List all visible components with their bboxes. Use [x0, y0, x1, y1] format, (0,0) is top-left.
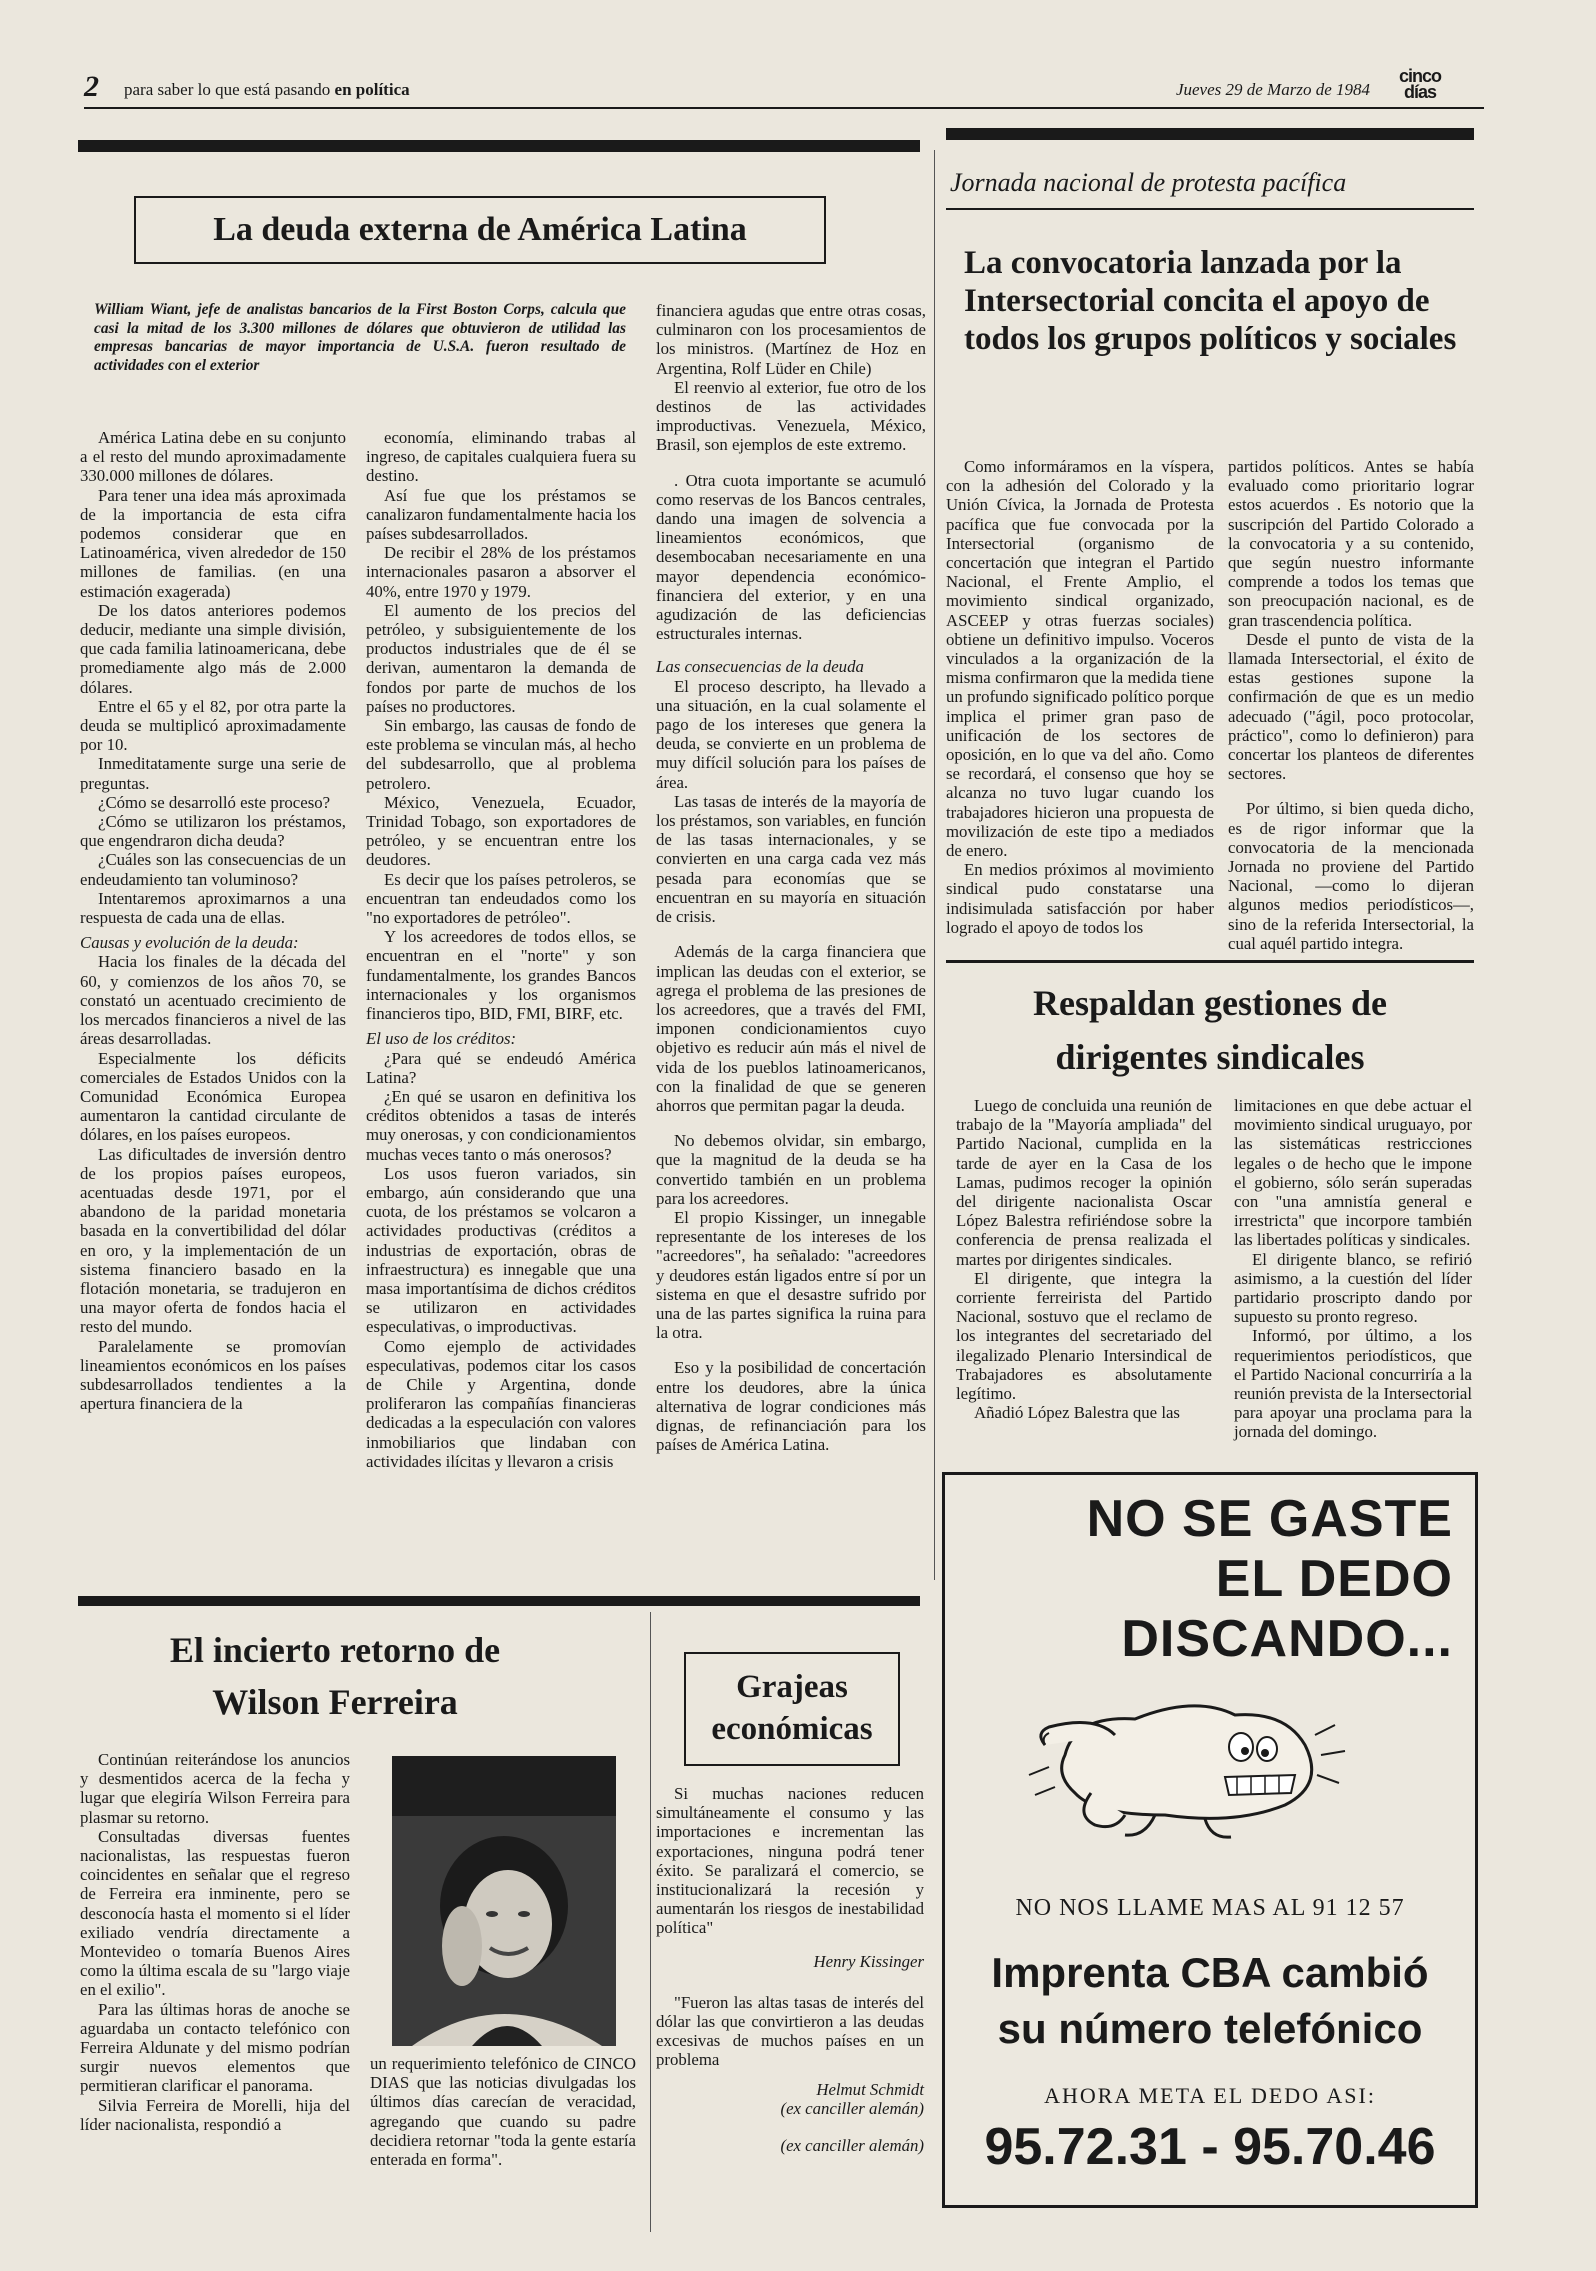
paragraph: Además de la carga financiera que implican las deudas con el exterior, se agrega el problema de las presiones de los acreedores, que a través del FMI, imponen condicionamientos cuyo objetivo es reducir aún más el nivel de vida de los pueblos latinoamericanos, con la finalidad de que se generen ahorros que permitan pagar la deuda. — [656, 942, 926, 1115]
finger-cartoon-illustration — [1005, 1675, 1405, 1845]
grajeas-title-line2: económicas — [711, 1711, 873, 1747]
grajeas-title — [686, 1654, 898, 1750]
grajeas-title-box — [684, 1652, 900, 1766]
grajeas-divider — [650, 1612, 651, 2232]
ad-phone-numbers: 95.72.31 - 95.70.46 — [984, 2118, 1436, 2176]
kissinger-author: Henry Kissinger — [813, 1951, 924, 1971]
paragraph: De los datos anteriores podemos deducir, mediante una simple división, que cada familia latinoamericana, debe promediamente algo más de 2.000 dólares. — [80, 600, 346, 697]
paragraph: Sin embargo, las causas de fondo de este problema se vinculan más, al hecho del subdesarrollo, que al problema petrolero. — [366, 716, 636, 793]
ad-notice: NO NOS LLAME MAS AL 91 12 57 — [1015, 1895, 1405, 1921]
column-divider — [934, 150, 935, 1580]
jornada-title: La convocatoria lanzada por la Intersectorial concita el apoyo de todos los grupos políticos y sociales — [964, 245, 1457, 357]
schmidt-role-repeat: (ex canciller alemán) — [780, 2136, 924, 2156]
paragraph: Es decir que los países petroleros, se encuentran tan endeudados como los "no exportadores de petróleo". — [366, 869, 636, 928]
wilson-col2 — [370, 2054, 636, 2169]
paragraph: financiera agudas que entre otras cosas, culminaron con los procesamientos de los ministros. (Martínez de Hoz en Argentina, Rolf Lüder en Chile) — [656, 301, 926, 378]
paragraph: Desde el punto de vista de la llamada Intersectorial, el éxito de estas gestiones supone la confirmación de que es un medio adecuado ("ágil, poco protocolar, práctico", como lo definieron) para concertar los planteos de diferentes sectores. — [1228, 629, 1474, 784]
paragraph: Los usos fueron variados, sin embargo, aún considerando que una cuota, de los préstamos se volcaron a actividades productivas (créditos a industrias de exportación, obras de infraestructura) es innegable que una masa importantísima de dichos créditos se utilizaron en actividades especulativas, o improductivas. — [366, 1163, 636, 1337]
paragraph: El propio Kissinger, un innegable representante de los intereses de los "acreedores", ha señalado: "acreedores y deudores están ligados entre sí por un sistema en que el desastre sufrido por una de las partes significa la ruina para la otra. — [656, 1207, 926, 1343]
paragraph: No debemos olvidar, sin embargo, que la magnitud de la deuda se ha convertido también en un problema para los acreedores. — [656, 1131, 926, 1208]
wilson-title — [120, 1630, 550, 1722]
paragraph: Hacia los finales de la década del 60, y comienzos de los años 70, se constató un acentuado crecimiento de los mercados financieros a nivel de las áreas desarrolladas. — [80, 952, 346, 1049]
paragraph: Consultadas diversas fuentes nacionalistas, las respuestas fueron coincidentes en señalar que el regreso de Ferreira era inminente, pero se desconocía hasta el momento si el líder exiliado vendría directamente a Montevideo o tomaría Buenos Aires como la última escala de su "largo viaje en el exilio". — [80, 1826, 350, 2000]
subheading: El uso de los créditos: — [366, 1029, 517, 1049]
paragraph: Así fue que los préstamos se canalizaron fundamentalmente hacia los países subdesarrollados. — [366, 485, 636, 544]
ad-headline-line1: Imprenta CBA cambió — [991, 1949, 1429, 1996]
logo-top: cinco — [1398, 66, 1441, 86]
ferreira-photo — [392, 1756, 616, 2046]
paragraph: ¿En qué se usaron en definitiva los créditos obtenidos a tasas de interés muy onerosas, y con condicionamientos muchas veces tanto o más onerosos? — [366, 1086, 636, 1164]
paragraph: Luego de concluida una reunión de trabajo de la "Mayoría ampliada" del Partido Nacional, cumplida en la tarde de ayer en la Casa de los Lamas, pudimos recoger la opinión del dirigente nacionalista Oscar López Balestra refiriéndose sobre la conferencia de prensa realizada el martes por dirigentes sindicales. — [956, 1096, 1212, 1269]
paragraph: Eso y la posibilidad de concertación entre los deudores, abre la única alternativa de lograr condiciones más dignas, de refinanciación para los países de América Latina. — [656, 1358, 926, 1455]
schmidt-role: (ex canciller alemán) — [780, 2098, 924, 2118]
ad-slogan-line1: NO SE GASTE — [1086, 1490, 1453, 1548]
wilson-title-line2: Wilson Ferreira — [212, 1682, 458, 1722]
paragraph: . Otra cuota importante se acumuló como reservas de los Bancos centrales, dando una imagen de solvencia a lineamientos económicos, que desembocaban necesariamente en una mayor dependencia económico-financiera del exterior, y en una agudización de las deficiencias estructurales internas. — [656, 470, 926, 644]
paragraph: Y los acreedores de todos ellos, se encuentran en el "norte" y son fundamentalmente, los grandes Bancos internacionales y los organismos financieros tipo, BID, FMI, BIRF, etc. — [366, 927, 636, 1024]
portrait-image — [392, 1756, 616, 2046]
paragraph: ¿Para qué se endeudó América Latina? — [366, 1048, 636, 1087]
paragraph: El dirigente blanco, se refirió asimismo, a la cuestión del líder partidario proscripto dando por supuesto su pronto regreso. — [1234, 1249, 1472, 1327]
subheading: Causas y evolución de la deuda: — [80, 933, 299, 953]
ad-headline-line2: su número telefónico — [997, 2005, 1423, 2052]
paragraph: Inmeditatamente surge una serie de preguntas. — [80, 754, 346, 793]
paragraph: De recibir el 28% de los préstamos internacionales pasaron a absorver el 40%, entre 1970 y 1979. — [366, 543, 636, 601]
schmidt-author: Helmut Schmidt — [816, 2079, 924, 2099]
wilson-title-line1: El incierto retorno de — [169, 1630, 501, 1670]
respaldan-col2 — [1234, 1096, 1472, 1442]
paragraph: ¿Cómo se desarrolló este proceso? — [98, 792, 331, 812]
paragraph: Entre el 65 y el 82, por otra parte la deuda se multiplicó aproximadamente por 10. — [80, 696, 346, 755]
paragraph: Las tasas de interés de la mayoría de los préstamos, son variables, en función de las tasas internacionales, y se convierten en una carga cada vez más pesada para economías que se encuentran en su mayoría en situación de crisis. — [656, 791, 926, 927]
jornada-col2 — [1228, 457, 1474, 953]
paragraph: economía, eliminando trabas al ingreso, de capitales cualquiera fuera su destino. — [366, 428, 636, 486]
jornada-top-bar — [946, 128, 1474, 140]
page-number: 2 — [84, 70, 99, 103]
advertisement-box — [942, 1472, 1478, 2208]
jornada-col1 — [946, 457, 1214, 937]
jornada-kicker: Jornada nacional de protesta pacífica — [950, 168, 1347, 197]
header-rule — [84, 107, 1484, 109]
ad-slogan — [1087, 1489, 1453, 1669]
paragraph: En medios próximos al movimiento sindical pudo constatarse una indisimulada satisfacción por haber logrado el apoyo de todos los — [946, 860, 1214, 937]
paragraph: El aumento de los precios del petróleo, y subsiguientemente de los productos industriales que de él se derivan, aumentaron la demanda de fondos por parte de muchos de los países no productores. — [366, 600, 636, 716]
deuda-title: La deuda externa de América Latina — [213, 211, 747, 248]
deuda-lede: William Wiant, jefe de analistas bancarios de la First Boston Corps, calcula que casi la mitad de los 3.300 millones de dólares que obtuvieron de utilidad las empresas bancarias de mayor importancia de U.S.A. fueron resultado de actividades con el exterior — [94, 301, 626, 374]
issue-date: Jueves 29 de Marzo de 1984 — [1175, 80, 1370, 99]
paragraph: Las dificultades de inversión dentro de los propios países europeos, acentuadas desde 1971, por el abandono de la paridad monetaria basada en la convertibilidad del dólar en oro, y la implementación de un sistema financiero basado en la flotación monetaria, se tradujeron en una mayor oferta de fondos hacia el resto del mundo. — [80, 1144, 346, 1337]
paragraph: Paralelamente se promovían lineamientos económicos en los países subdesarrollados tendientes a la apertura financiera de la — [80, 1336, 346, 1414]
paragraph: ¿Cómo se utilizaron los préstamos, que engendraron dicha deuda? — [80, 812, 346, 851]
ad-slogan-line2: EL DEDO — [1215, 1550, 1453, 1608]
ad-cta: AHORA META EL DEDO ASI: — [1044, 2083, 1376, 2108]
respaldan-title: Respaldan gestiones de dirigentes sindicales — [1032, 983, 1388, 1077]
paragraph: Como ejemplo de actividades especulativas, podemos citar los casos de Chile y Argentina, donde proliferaron las compañías financieras dedicadas a la especulación con valores inmobiliarios que lindaban con actividades ilícitas y llevaron a crisis — [366, 1336, 636, 1471]
deuda-top-bar — [78, 140, 920, 152]
subheading: Las consecuencias de la deuda — [656, 657, 864, 677]
deuda-col2 — [366, 428, 636, 1471]
deuda-title-box — [134, 196, 826, 264]
paragraph: El reenvio al exterior, fue otro de los destinos de las actividades improductivas. Venezuela, México, Brasil, son ejemplos de este extremo. — [656, 377, 926, 455]
paragraph: un requerimiento telefónico de CINCO DIAS que las noticias divulgadas los últimos días carecían de veracidad, agregando que cuando su padre decidiera retornar "toda la gente estaría enterada en forma". — [370, 2054, 636, 2170]
ad-slogan-line3: DISCANDO... — [1121, 1610, 1453, 1668]
paragraph: Para tener una idea más aproximada de la importancia de esta cifra podemos considerar que en Latinoamérica, viven alrededor de 150 millones de familias. (en una estimación exagerada) — [80, 485, 346, 601]
jornada-bottom-rule — [946, 960, 1474, 963]
paragraph: Silvia Ferreira de Morelli, hija del líder nacionalista, respondió a — [80, 2095, 350, 2134]
deuda-col1 — [80, 428, 346, 1413]
section-bold: en política — [334, 80, 410, 99]
grajeas-body — [656, 1784, 924, 2155]
paragraph: ¿Cuáles son las consecuencias de un endeudamiento tan voluminoso? — [80, 850, 346, 889]
kissinger-quote: Si muchas naciones reducen simultáneamente el consumo y las importaciones e incrementan las exportaciones, ninguna podrá tener éxito. Se paralizará el comercio, se institucionalizará la recesión y aumentarán los riesgos de inestabilidad política" — [656, 1784, 924, 1938]
paragraph: Informó, por último, a los requerimientos periodísticos, que el Partido Nacional concurriría a la reunión prevista de la Intersectorial para apoyar una proclama para la jornada del domingo. — [1234, 1326, 1472, 1442]
ad-headline — [945, 1945, 1475, 2057]
paragraph: México, Venezuela, Ecuador, Trinidad Tobago, son exportadores de petróleo, y se encuentran entre los deudores. — [366, 792, 636, 870]
paragraph: Por último, si bien queda dicho, es de rigor informar que la convocatoria de la mencionada Jornada no proviene del Partido Nacional, —como lo dijeran algunos medios periodísticos—, sino de la referida Intersectorial, la cual aquél partido integra. — [1228, 799, 1474, 953]
paragraph: Para las últimas horas de anoche se aguardaba un contacto telefónico con Ferreira Aldunate y del mismo podrían surgir nuevos elementos que permitieran clarificar el panorama. — [80, 1999, 350, 2096]
lower-top-bar — [78, 1596, 920, 1606]
paragraph: Añadió López Balestra que las — [974, 1403, 1180, 1423]
paragraph: Intentaremos aproximarnos a una respuesta de cada una de ellas. — [80, 888, 346, 928]
paragraph: El proceso descripto, ha llevado a una situación, en la cual solamente el pago de los intereses que genera la deuda, se convierte en un problema de muy difícil solución para los países de área. — [656, 676, 926, 792]
logo-bottom: días — [1403, 82, 1437, 102]
jornada-kicker-rule — [946, 208, 1474, 210]
section-slug — [124, 80, 410, 100]
wilson-col1 — [80, 1750, 350, 2134]
paragraph: partidos políticos. Antes se había evaluado como prioritario lograr estos acuerdos . Es notorio que la suscripción del Partido Colorado a la convocatoria y a su contenido, que según nuestro informante comprende a todos los temas que son preocupación nacional, es de gran trascendencia política. — [1228, 457, 1474, 630]
deuda-col3 — [656, 301, 926, 1454]
paragraph: Como informáramos en la víspera, con la adhesión del Colorado y la Unión Cívica, la Jornada de Protesta pacífica que fue convocada por la Intersectorial (organismo de concertación que integran el Partido Nacional, el Frente Amplio, el movimiento sindical organizado, ASCEEP y otras fuerzas sociales) obtiene un definitivo impulso. Voceros vinculados a la organización de la misma confirmaron que la medida tiene un profundo significado político porque implica el primer gran paso de unificación de los sectores de oposición, en lo que va del año. Como se recordará, el consenso que hoy se alcanza no tuvo lugar cuando los trabajadores hicieron una propuesta de movilización de este tipo a mediados de enero. — [946, 457, 1214, 861]
paragraph: El dirigente, que integra la corriente ferreirista del Partido Nacional, sostuvo que el reclamo de los integrantes del secretariado del ilegalizado Plenario Intersindical de Trabajadores es absolutamente legítimo. — [956, 1268, 1212, 1404]
paragraph: América Latina debe en su conjunto a el resto del mundo aproximadamente 330.000 millones de dólares. — [80, 428, 346, 486]
paragraph: Continúan reiterándose los anuncios y desmentidos acerca de la fecha y lugar que elegiría Wilson Ferreira para plasmar su retorno. — [80, 1750, 350, 1827]
respaldan-col1 — [956, 1096, 1212, 1422]
paragraph: limitaciones en que debe actuar el movimiento sindical uruguayo, por las sistemáticas restricciones legales o de hecho que le impone el gobierno, sólo serán superadas con "una amnistía general e irrestricta" que incorpore también las libertades políticas y sindicales. — [1234, 1096, 1472, 1250]
paragraph: Especialmente los déficits comerciales de Estados Unidos con la Comunidad Económica Europea aumentaron la cantidad circulante de dólares, en los países europeos. — [80, 1048, 346, 1145]
section-prefix: para saber lo que está pasando — [124, 80, 331, 99]
grajeas-title-line1: Grajeas — [736, 1669, 848, 1705]
schmidt-quote: "Fueron las altas tasas de interés del dólar las que convirtieron a las deudas excesivas de muchos países en un problema — [656, 1992, 924, 2070]
masthead-logo — [1380, 68, 1460, 100]
